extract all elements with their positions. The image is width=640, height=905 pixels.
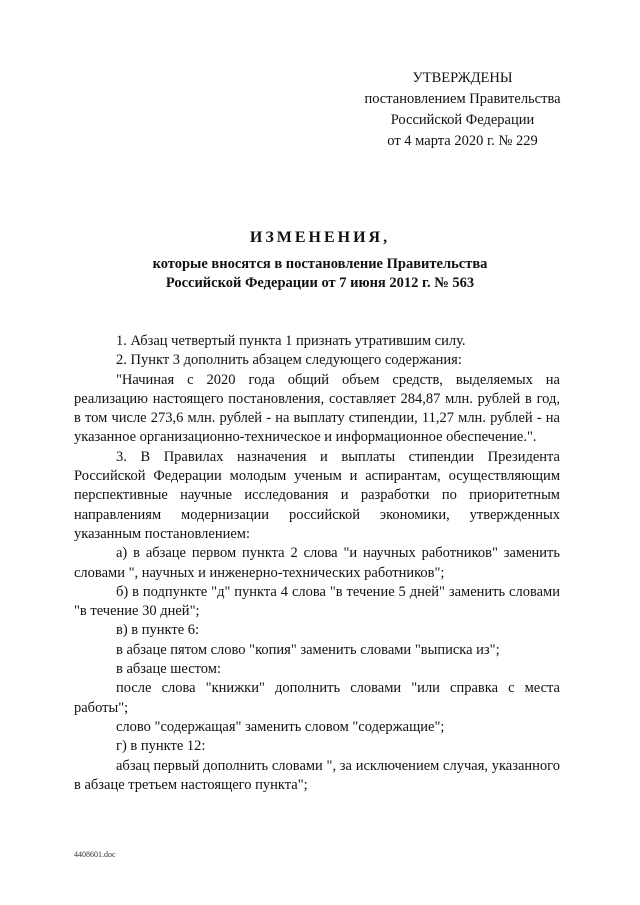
paragraph-4: 3. В Правилах назначения и выплаты стипендии Президента Российской Федерации молодым ученым и аспирантам, осуществляющим перспективные научные исследования и разработки по приоритетным направлениям модернизации российской экономики, утвержденных указанным постановлением: [74,448,560,542]
paragraph-1: 1. Абзац четвертый пункта 1 признать утратившим силу. [116,333,466,349]
paragraph-13: абзац первый дополнить словами ", за исключением случая, указанного в абзаце третьем настоящего пункта"; [74,757,560,793]
approval-line-1: постановлением Правительства [364,91,561,107]
approval-block [345,68,580,152]
footer-filename: 4408601.doc [74,850,116,859]
document-body [74,332,560,795]
approval-heading: УТВЕРЖДЕНЫ [412,70,513,86]
document-subtitle [0,255,640,293]
paragraph-7: в) в пункте 6: [116,622,200,639]
document-title: ИЗМЕНЕНИЯ, [249,229,391,246]
paragraph-6: б) в подпункте "д" пункта 4 слова "в течение 5 дней" заменить словами "в течение 30 дней"; [74,583,560,620]
subtitle-line-2: Российской Федерации от 7 июня 2012 г. № 563 [165,275,475,291]
paragraph-8: в абзаце пятом слово "копия" заменить словами "выписка из"; [116,641,500,658]
paragraph-9: в абзаце шестом: [116,661,221,678]
paragraph-10: после слова "книжки" дополнить словами "или справка с места работы"; [74,680,560,716]
approval-line-3: от 4 марта 2020 г. № 229 [387,133,538,149]
paragraph-12: г) в пункте 12: [116,738,206,755]
subtitle-line-1: которые вносятся в постановление Правительства [152,256,488,272]
paragraph-11: слово "содержащая" заменить словом "содержащие"; [116,718,445,735]
paragraph-5: а) в абзаце первом пункта 2 слова "и научных работников" заменить словами ", научных и инженерно-технических работников"; [74,545,560,581]
paragraph-3: "Начиная с 2020 года общий объем средств, выделяемых на реализацию настоящего постановления, составляет 284,87 млн. рублей в год, в том числе 273,6 млн. рублей - на выплату стипендии, 11,27 млн. рублей - на указанное организационно-техническое и информационное обеспечение.". [74,371,560,446]
approval-line-2: Российской Федерации [390,112,535,128]
paragraph-2: 2. Пункт 3 дополнить абзацем следующего содержания: [116,352,462,369]
